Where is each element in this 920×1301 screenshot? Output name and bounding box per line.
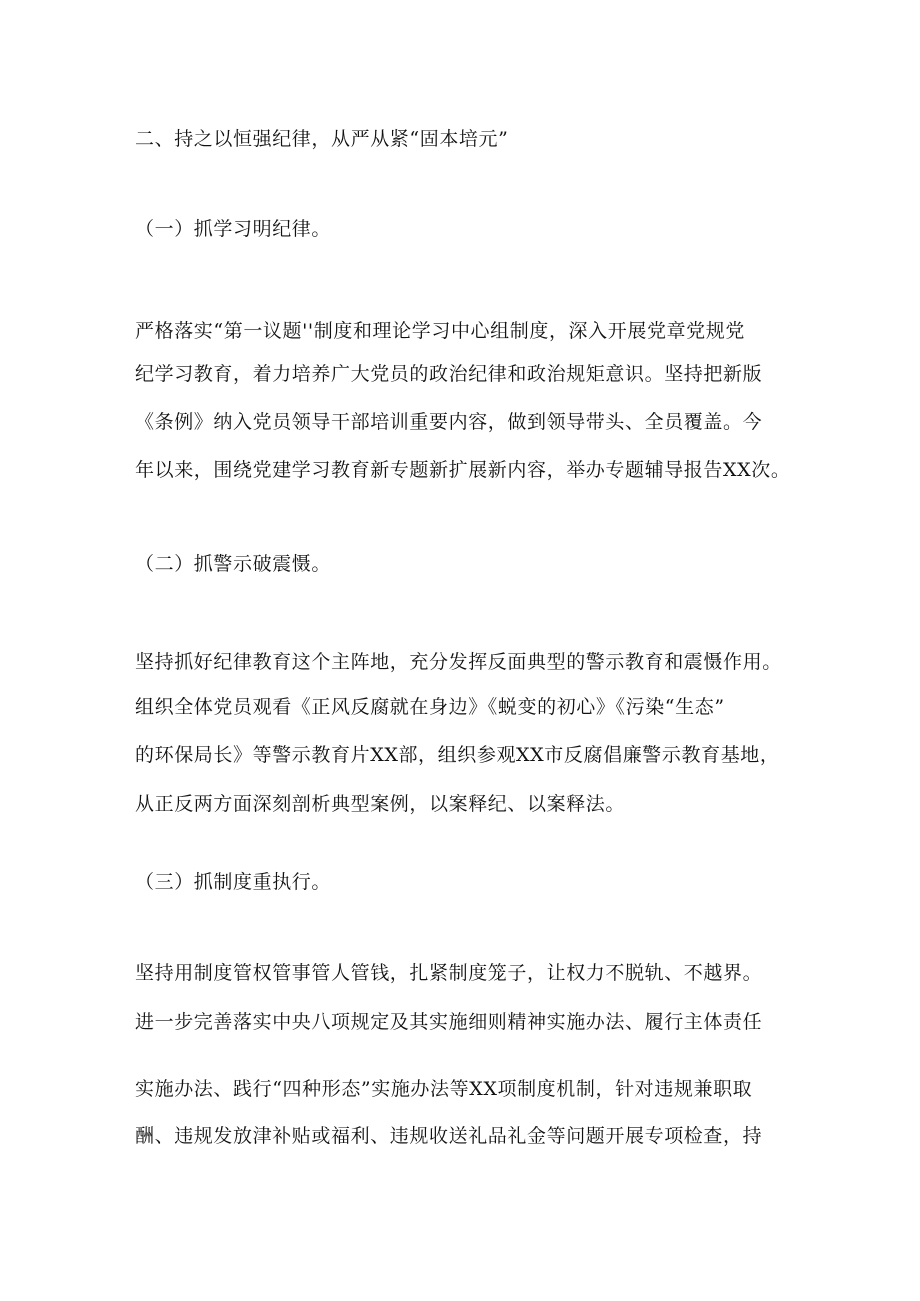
- subsection-heading-1: （一）抓学习明纪律。: [135, 218, 332, 240]
- paragraph-2-line-1: 坚持抓好纪律教育这个主阵地，充分发挥反面典型的警示教育和震慑作用。: [135, 651, 782, 673]
- paragraph-3-line-3: 实施办法、践行“四种形态”实施办法等XX项制度机制，针对违规兼职取: [135, 1078, 753, 1100]
- paragraph-3-line-1: 坚持用制度管权管事管人管钱，扎紧制度笼子，让权力不脱轨、不越界。: [135, 962, 763, 984]
- paragraph-2-line-4: 从正反两方面深刻剖析典型案例，以案释纪、以案释法。: [135, 793, 626, 815]
- paragraph-3-line-4: 酬、违规发放津补贴或福利、违规收送礼品礼金等问题开展专项检查，持: [135, 1125, 763, 1147]
- paragraph-1-line-1: 严格落实“第一议题''制度和理论学习中心组制度，深入开展党章党规党: [135, 320, 745, 342]
- paragraph-2-line-2: 组织全体党员观看《正风反腐就在身边》《蜕变的初心》《污染“生态”: [135, 696, 725, 718]
- paragraph-2-line-3: 的环保局长》等警示教育片XX部，组织参观XX市反腐倡廉警示教育基地，: [135, 744, 780, 766]
- subsection-heading-3: （三）抓制度重执行。: [135, 871, 332, 893]
- paragraph-1-line-3: 《条例》纳入党员领导干部培训重要内容，做到领导带头、全员覆盖。今: [135, 411, 763, 433]
- subsection-heading-2: （二）抓警示破震慑。: [135, 553, 332, 575]
- paragraph-1-line-2: 纪学习教育，着力培养广大党员的政治纪律和政治规矩意识。坚持把新版: [135, 363, 763, 385]
- paragraph-1-line-4: 年以来，围绕党建学习教育新专题新扩展新内容，举办专题辅导报告XX次。: [135, 459, 791, 481]
- section-title: 二、持之以恒强纪律，从严从紧“固本培元”: [135, 128, 509, 150]
- paragraph-3-line-2: 进一步完善落实中央八项规定及其实施细则精神实施办法、履行主体责任: [135, 1011, 763, 1033]
